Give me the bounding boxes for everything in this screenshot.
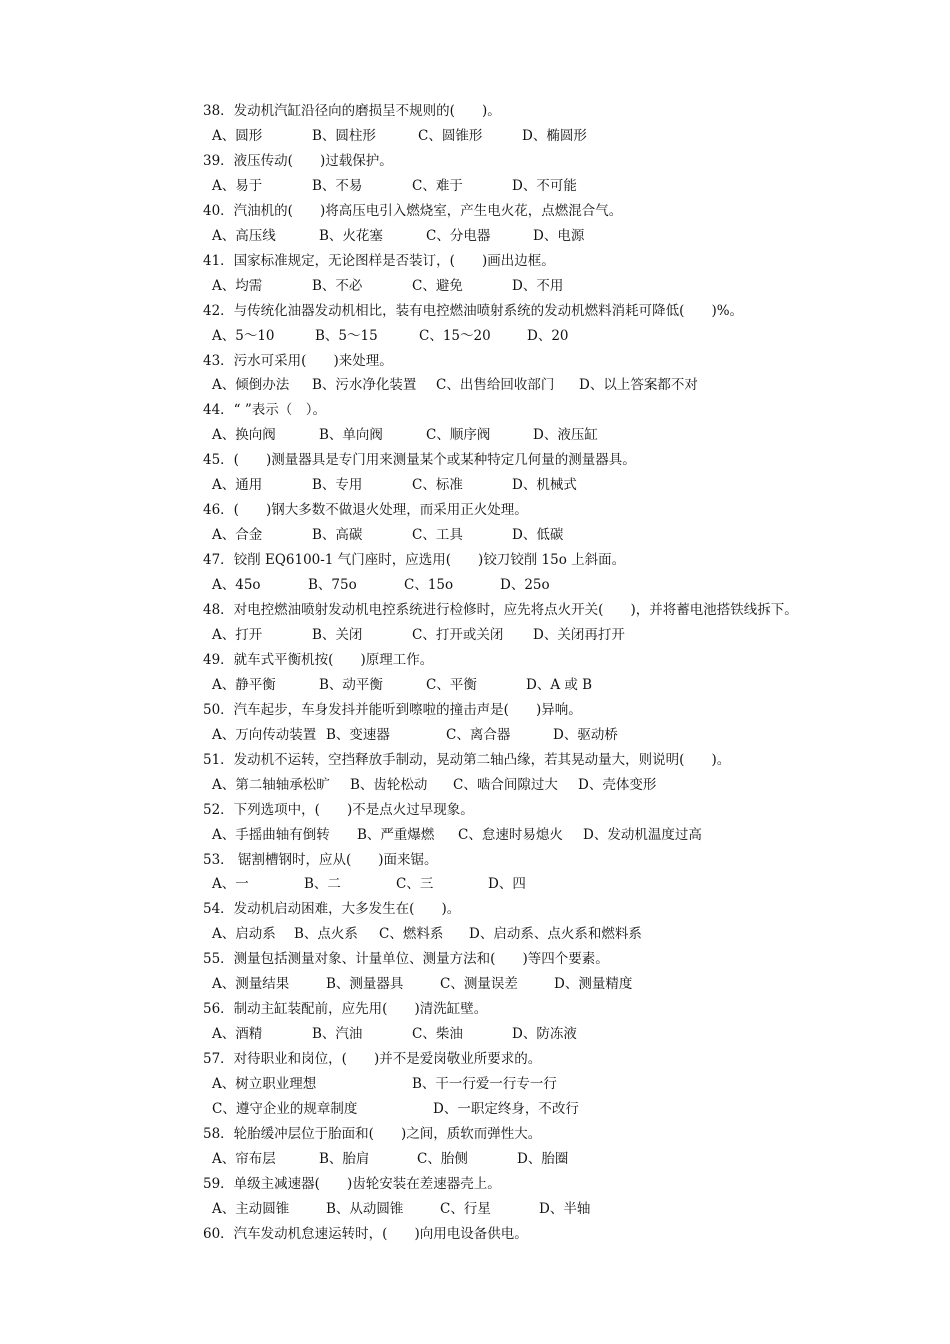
answer-option: B、变速器 xyxy=(326,726,390,743)
answer-option: B、干一行爱一行专一行 xyxy=(412,1076,557,1093)
answer-option: B、不易 xyxy=(312,177,363,194)
answer-option: B、齿轮松动 xyxy=(350,776,428,793)
answer-option: D、关闭再打开 xyxy=(533,626,625,643)
answer-option: C、怠速时易熄火 xyxy=(458,826,563,843)
answer-option: C、圆锥形 xyxy=(418,127,483,144)
question-text: 49．就车式平衡机按( )原理工作。 xyxy=(203,651,434,668)
answer-option: D、四 xyxy=(488,876,526,893)
answer-option: D、半轴 xyxy=(539,1200,591,1217)
question-text: 60．汽车发动机怠速运转时，( )向用电设备供电。 xyxy=(203,1225,528,1242)
answer-option: A、手摇曲轴有倒转 xyxy=(212,826,330,843)
answer-option: B、胎肩 xyxy=(319,1150,370,1167)
answer-option: D、测量精度 xyxy=(554,976,633,993)
answer-option: A、均需 xyxy=(212,277,263,294)
answer-option: B、二 xyxy=(304,876,341,893)
question-text: 48．对电控燃油喷射发动机电控系统进行检修时，应先将点火开关( )，并将蓄电池搭铁线拆下。 xyxy=(203,602,798,618)
answer-option: A、圆形 xyxy=(212,127,263,144)
answer-option: D、液压缸 xyxy=(533,427,598,444)
answer-option: D、电源 xyxy=(533,227,585,244)
answer-option: C、标准 xyxy=(412,477,463,494)
question-text: 52．下列选项中，( )不是点火过早现象。 xyxy=(203,801,474,818)
option-row xyxy=(0,425,598,445)
answer-option: C、工具 xyxy=(412,527,463,544)
answer-option: C、遵守企业的规章制度 xyxy=(212,1101,358,1117)
answer-option: D、发动机温度过高 xyxy=(583,826,702,843)
option-row xyxy=(0,276,563,296)
question-text: 51．发动机不运转，空挡释放手制动，晃动第二轴凸缘，若其晃动量大，则说明( )。 xyxy=(203,751,731,768)
answer-option: A、高压线 xyxy=(212,227,276,244)
option-row xyxy=(0,375,698,395)
answer-option: D、防冻液 xyxy=(512,1026,577,1043)
answer-option: D、壳体变形 xyxy=(578,776,657,793)
question-text: 50．汽车起步，车身发抖并能听到嚓啦的撞击声是( )异响。 xyxy=(203,701,582,718)
question-text: 46．( )钢大多数不做退火处理，而采用正火处理。 xyxy=(203,502,528,519)
question-text: 57．对待职业和岗位，( )并不是爱岗敬业所要求的。 xyxy=(203,1051,542,1068)
answer-option: D、以上答案都不对 xyxy=(579,377,698,394)
option-row xyxy=(0,326,569,346)
answer-option: C、胎侧 xyxy=(417,1150,468,1167)
answer-option: A、一 xyxy=(212,876,249,893)
option-row xyxy=(0,924,642,944)
answer-option: D、25o xyxy=(500,577,550,594)
answer-option: A、静平衡 xyxy=(212,676,276,693)
option-row xyxy=(0,775,656,795)
answer-option: C、行星 xyxy=(440,1200,491,1217)
question-text: 47．铰削 EQ6100-1 气门座时，应选用( )铰刀铰削 15o 上斜面。 xyxy=(203,552,626,569)
option-row xyxy=(0,176,577,196)
option-row xyxy=(0,1149,568,1169)
option-row xyxy=(0,825,702,845)
question-text: 39．液压传动( )过载保护。 xyxy=(203,152,393,169)
answer-option: B、动平衡 xyxy=(319,676,383,693)
answer-option: D、启动系、点火系和燃料系 xyxy=(469,926,642,943)
answer-option: A、测量结果 xyxy=(212,976,290,993)
answer-option: B、从动圆锥 xyxy=(326,1200,404,1217)
question-text: 54．发动机启动困难，大多发生在( )。 xyxy=(203,901,461,918)
answer-option: D、不用 xyxy=(512,277,564,294)
question-text: 44．“ ”表示（ ）。 xyxy=(203,402,327,419)
answer-option: B、单向阀 xyxy=(319,427,383,444)
option-row xyxy=(0,874,526,894)
answer-option: C、出售给回收部门 xyxy=(436,377,555,394)
answer-option: B、75o xyxy=(308,577,357,594)
answer-option: A、酒精 xyxy=(212,1026,263,1043)
answer-option: D、不可能 xyxy=(512,177,577,194)
answer-option: A、主动圆锥 xyxy=(212,1200,290,1217)
option-row xyxy=(0,625,625,645)
answer-option: C、燃料系 xyxy=(379,926,444,943)
option-row xyxy=(0,475,577,495)
answer-option: B、圆柱形 xyxy=(312,127,376,144)
option-row xyxy=(0,126,587,146)
answer-option: B、5～15 xyxy=(315,327,378,344)
answer-option: C、分电器 xyxy=(426,227,491,244)
question-text: 59．单级主减速器( )齿轮安装在差速器壳上。 xyxy=(203,1175,501,1192)
answer-option: D、A 或 B xyxy=(526,676,593,693)
option-row xyxy=(0,974,632,994)
answer-option: A、打开 xyxy=(212,626,263,643)
answer-option: A、5～10 xyxy=(212,327,275,344)
answer-option: D、机械式 xyxy=(512,477,577,494)
answer-option: C、离合器 xyxy=(446,726,511,743)
question-text: 45．( )测量器具是专门用来测量某个或某种特定几何量的测量器具。 xyxy=(203,452,636,469)
answer-option: C、三 xyxy=(396,876,434,893)
answer-option: A、通用 xyxy=(212,477,263,494)
answer-option: A、启动系 xyxy=(212,926,276,943)
answer-option: B、专用 xyxy=(312,477,363,494)
answer-option: C、难于 xyxy=(412,177,463,194)
answer-option: A、树立职业理想 xyxy=(212,1076,317,1093)
answer-option: C、避免 xyxy=(412,277,463,294)
answer-option: C、啮合间隙过大 xyxy=(453,776,558,793)
answer-option: A、万向传动装置 xyxy=(212,726,317,743)
answer-option: D、驱动桥 xyxy=(553,726,618,743)
answer-option: B、高碳 xyxy=(312,527,363,544)
answer-option: A、第二轴轴承松旷 xyxy=(212,776,330,793)
option-row xyxy=(0,575,550,595)
answer-option: B、点火系 xyxy=(294,926,358,943)
answer-option: B、严重爆燃 xyxy=(357,826,435,843)
answer-option: A、45o xyxy=(212,577,261,594)
answer-option: C、平衡 xyxy=(426,676,477,693)
answer-option: D、20 xyxy=(527,327,569,344)
option-row xyxy=(0,725,618,745)
question-text: 53． 锯割槽钢时，应从( )面来锯。 xyxy=(203,851,438,868)
answer-option: B、不必 xyxy=(312,277,363,294)
answer-option: A、易于 xyxy=(212,177,263,194)
answer-option: B、关闭 xyxy=(312,626,363,643)
option-row xyxy=(0,525,563,545)
answer-option: C、柴油 xyxy=(412,1026,463,1043)
question-text: 40．汽油机的( )将高压电引入燃烧室，产生电火花，点燃混合气。 xyxy=(203,202,623,219)
question-text: 58．轮胎缓冲层位于胎面和( )之间，质软而弹性大。 xyxy=(203,1125,542,1142)
answer-option: A、帘布层 xyxy=(212,1150,276,1167)
answer-option: A、合金 xyxy=(212,527,263,544)
answer-option: A、换向阀 xyxy=(212,427,276,444)
answer-option: D、低碳 xyxy=(512,527,564,544)
answer-option: C、打开或关闭 xyxy=(412,626,504,643)
option-row xyxy=(0,1024,577,1044)
question-text: 43．污水可采用( )来处理。 xyxy=(203,352,393,369)
answer-option: D、椭圆形 xyxy=(522,127,587,144)
option-row xyxy=(0,675,592,695)
answer-option: A、倾倒办法 xyxy=(212,377,290,394)
answer-option: C、15o xyxy=(404,577,454,594)
question-text: 42．与传统化油器发动机相比，装有电控燃油喷射系统的发动机燃料消耗可降低( )%。 xyxy=(203,302,744,319)
answer-option: C、顺序阀 xyxy=(426,427,491,444)
answer-option: C、测量误差 xyxy=(440,976,518,993)
option-row xyxy=(0,1099,579,1119)
option-row xyxy=(0,1074,557,1094)
answer-option: D、胎圈 xyxy=(517,1150,569,1167)
answer-option: B、污水净化装置 xyxy=(312,377,417,394)
question-text: 55．测量包括测量对象、计量单位、测量方法和( )等四个要素。 xyxy=(203,951,609,968)
question-text: 41．国家标准规定，无论图样是否装订，( )画出边框。 xyxy=(203,252,555,269)
answer-option: B、汽油 xyxy=(312,1026,363,1043)
answer-option: B、火花塞 xyxy=(319,227,383,244)
question-text: 56．制动主缸装配前，应先用( )清洗缸壁。 xyxy=(203,1001,488,1018)
answer-option: D、一职定终身，不改行 xyxy=(433,1101,579,1117)
answer-option: C、15～20 xyxy=(419,327,491,344)
question-text: 38．发动机汽缸沿径向的磨损呈不规则的( )。 xyxy=(203,103,501,119)
option-row xyxy=(0,1199,590,1219)
option-row xyxy=(0,226,584,246)
answer-option: B、测量器具 xyxy=(326,976,404,993)
